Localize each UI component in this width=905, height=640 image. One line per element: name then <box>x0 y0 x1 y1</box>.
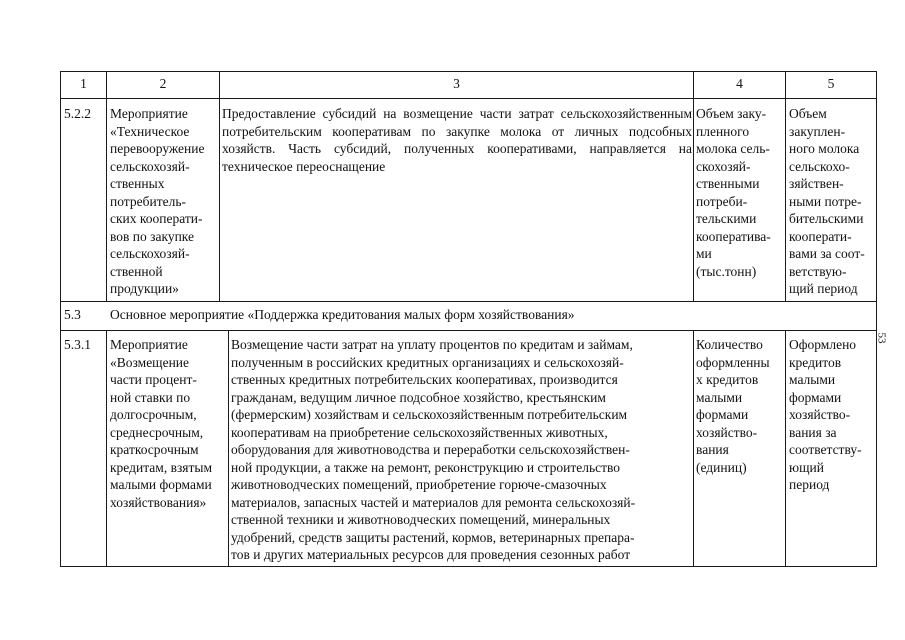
header-divider <box>60 98 877 99</box>
row-divider-522 <box>60 301 877 302</box>
row-522-result: Объем закуплен- ного молока сельскохо- зяйствен- ными потре- бительскими кооперати- вами за соот- ветствую- щий период <box>789 106 865 296</box>
table-border-right <box>876 71 877 567</box>
header-col-4: 4 <box>736 76 743 91</box>
row-53-number: 5.3 <box>64 307 81 322</box>
header-col-5: 5 <box>827 76 835 91</box>
row-531-description: Возмещение части затрат на уплату процентов по кредитам и займам, полученным в российских кредитных организациях и сельскохозяй- ственных кредитных потребительских кооперативах, производится гражданам, ведущим личное подсобное хозяйство, крестьянским (фермерским) хозяйствам и сельскохозяйственным потребительским кооперативам на приобретение сельскохозяйственных животных, оборудования для животноводства и переработки сельскохозяйствен- ной продукции, а также на ремонт, реконструкцию и строительство животноводческих помещений, приобретение горюче-смазочных материалов, запасных частей и материалов для ремонта сельскохозяй- ственной техники и животноводческих помещений, минеральных удобрений, средств защиты растений, кормов, ветеринарных препара- тов и других материальных ресурсов для проведения сезонных работ <box>231 337 636 562</box>
col-divider-2b <box>228 330 229 566</box>
row-522-event: Мероприятие «Техническое перевооружение сельскохозяй- ственных потребитель- ских кооперати- вов по закупке сельскохозяй- ственной продукции» <box>110 106 205 296</box>
col-divider-2a <box>219 71 220 301</box>
row-531-number: 5.3.1 <box>64 337 91 352</box>
col-divider-1 <box>106 71 107 301</box>
col-divider-4 <box>785 71 786 301</box>
table-border-bottom <box>60 566 877 567</box>
page-number: 53 <box>875 332 888 344</box>
table-border-top <box>60 71 877 72</box>
row-531-indicator: Количество оформленны х кредитов малыми формами хозяйство- вания (единиц) <box>696 337 770 475</box>
col-divider-1b <box>106 330 107 566</box>
col-divider-4b <box>785 330 786 566</box>
header-col-2: 2 <box>159 76 167 91</box>
row-531-result: Оформлено кредитов малыми формами хозяйство- вания за соответству- ющий период <box>789 337 862 492</box>
row-522-indicator: Объем заку- пленного молока сель- скохозяй- ственными потреби- тельскими кооператива- ми (тыс.тонн) <box>696 106 771 279</box>
header-col-1: 1 <box>80 76 87 91</box>
row-522-number: 5.2.2 <box>64 106 91 121</box>
row-522-description: Предоставление субсидий на возмещение части затрат сельскохозяйственным потребительским кооперативам по закупке молока от личных подсобных хозяйств. Часть субсидий, полученных кооперативами, направляется на техническое переоснащение <box>222 106 692 174</box>
row-divider-53 <box>60 330 877 331</box>
row-531-event: Мероприятие «Возмещение части процент- ной ставки по долгосрочным, среднесрочным, краткосрочным кредитам, взятым малыми формами хозяйствования» <box>110 337 212 510</box>
header-col-3: 3 <box>453 76 460 91</box>
table-border-left <box>60 71 61 567</box>
col-divider-3b <box>693 330 694 566</box>
row-53-title: Основное мероприятие «Поддержка кредитования малых форм хозяйствования» <box>110 307 575 322</box>
col-divider-3 <box>693 71 694 301</box>
